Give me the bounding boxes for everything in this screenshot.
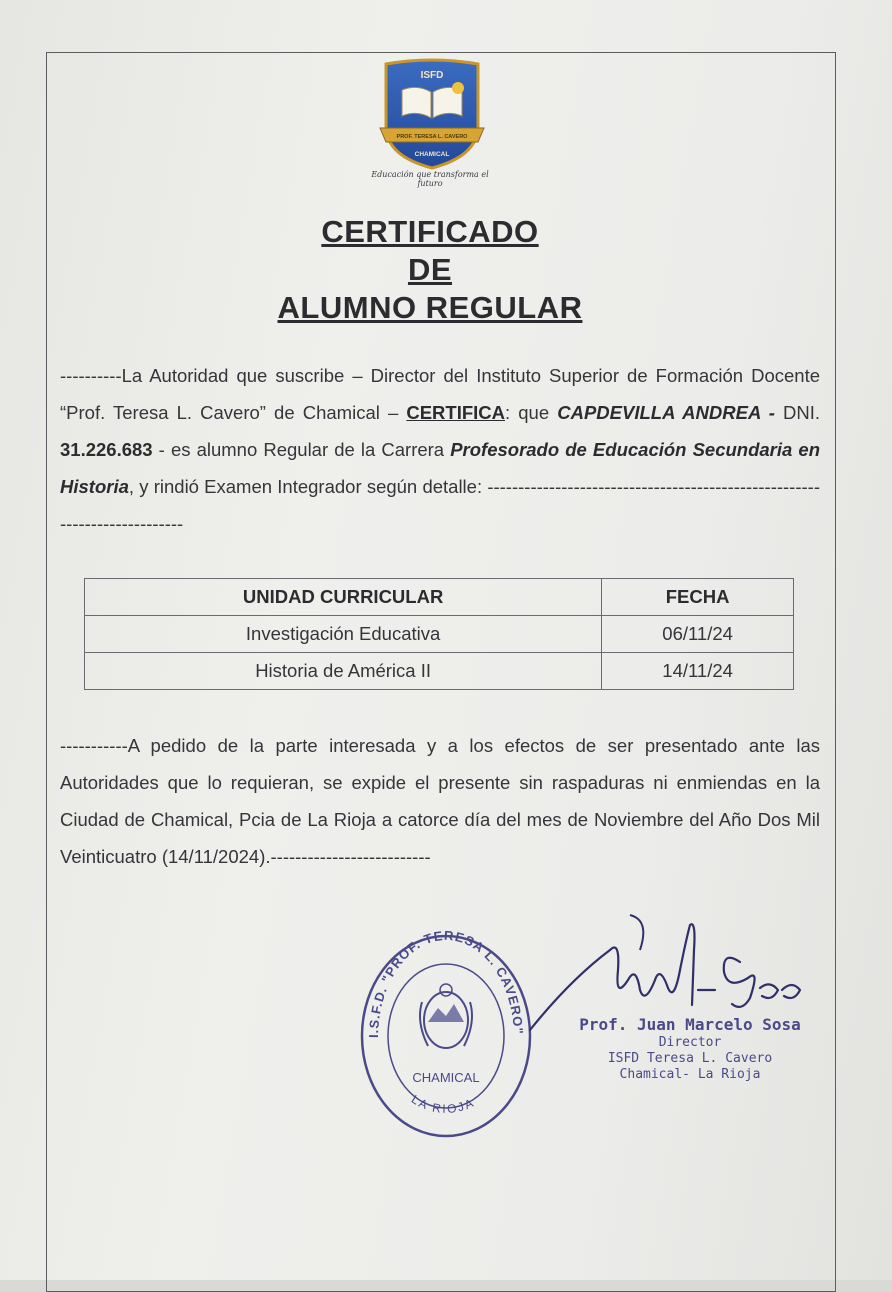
- title-line-3: ALUMNO REGULAR: [277, 290, 583, 325]
- title-line-2: DE: [407, 252, 453, 287]
- column-header-fecha: FECHA: [602, 579, 794, 616]
- student-name: CAPDEVILLA ANDREA -: [557, 402, 783, 423]
- intro-middle: - es alumno Regular de la Carrera: [152, 439, 451, 460]
- exam-table: [84, 578, 794, 690]
- table-header-row: [85, 579, 794, 616]
- coat-of-arms-icon: [420, 984, 472, 1048]
- dni-number: 31.226.683: [60, 439, 153, 460]
- stamp-center-text: CHAMICAL: [412, 1070, 480, 1085]
- logo-motto: Educación que transforma el futuro: [371, 170, 489, 188]
- signatory-name: Prof. Juan Marcelo Sosa: [579, 1015, 801, 1034]
- svg-text:LA RIOJA: [409, 1092, 477, 1116]
- certificate-intro-paragraph: [60, 357, 820, 542]
- unidad-cell: Investigación Educativa: [85, 616, 602, 653]
- table-row: [85, 616, 794, 653]
- signatory-institution: ISFD Teresa L. Cavero: [607, 1051, 773, 1066]
- column-header-unidad: UNIDAD CURRICULAR: [85, 579, 602, 616]
- official-stamp: [356, 910, 536, 1140]
- career-name: Profesorado de Educación Secundaria en Historia: [60, 439, 820, 497]
- certifica-word: CERTIFICA: [406, 402, 506, 423]
- logo-acronym: ISFD: [420, 70, 444, 81]
- dni-label: DNI.: [782, 402, 820, 423]
- signatory-location: Chamical- La Rioja: [619, 1067, 761, 1082]
- signatory-role: Director: [658, 1035, 722, 1050]
- unidad-cell: Historia de América II: [85, 653, 602, 690]
- stamp-ring-text: I.S.F.D. "PROF. TERESA L. CAVERO": [365, 927, 527, 1039]
- logo-city: CHAMICAL: [414, 151, 450, 158]
- fecha-cell: 06/11/24: [602, 616, 794, 653]
- title-line-1: CERTIFICADO: [321, 214, 539, 249]
- institute-logo: [372, 56, 492, 186]
- table-row: [85, 653, 794, 690]
- closing-paragraph: -----------A pedido de la parte interesada y a los efectos de ser presentado ante las Autoridades que lo requieran, se expide el presente sin raspaduras ni enmiendas en la Ciudad de Chamical, Pcia de La Rioja a catorce día del mes de Noviembre del Año Dos Mil Veinticuatro (14/11/2024).--------------------------: [60, 735, 820, 867]
- stamp-bottom-text: LA RIOJA: [408, 1092, 478, 1117]
- fecha-cell: 14/11/24: [602, 653, 794, 690]
- logo-name: PROF. TERESA L. CAVERO: [396, 134, 468, 140]
- intro-after-certifica: : que: [505, 402, 558, 423]
- intro-tail: , y rindió Examen Integrador según detalle: --------------------------------------------------------------------------: [60, 476, 820, 534]
- intro-lead: ----------La Autoridad que suscribe – Director del Instituto Superior de Formación Docente “Prof. Teresa L. Cavero” de Chamical –: [60, 365, 820, 423]
